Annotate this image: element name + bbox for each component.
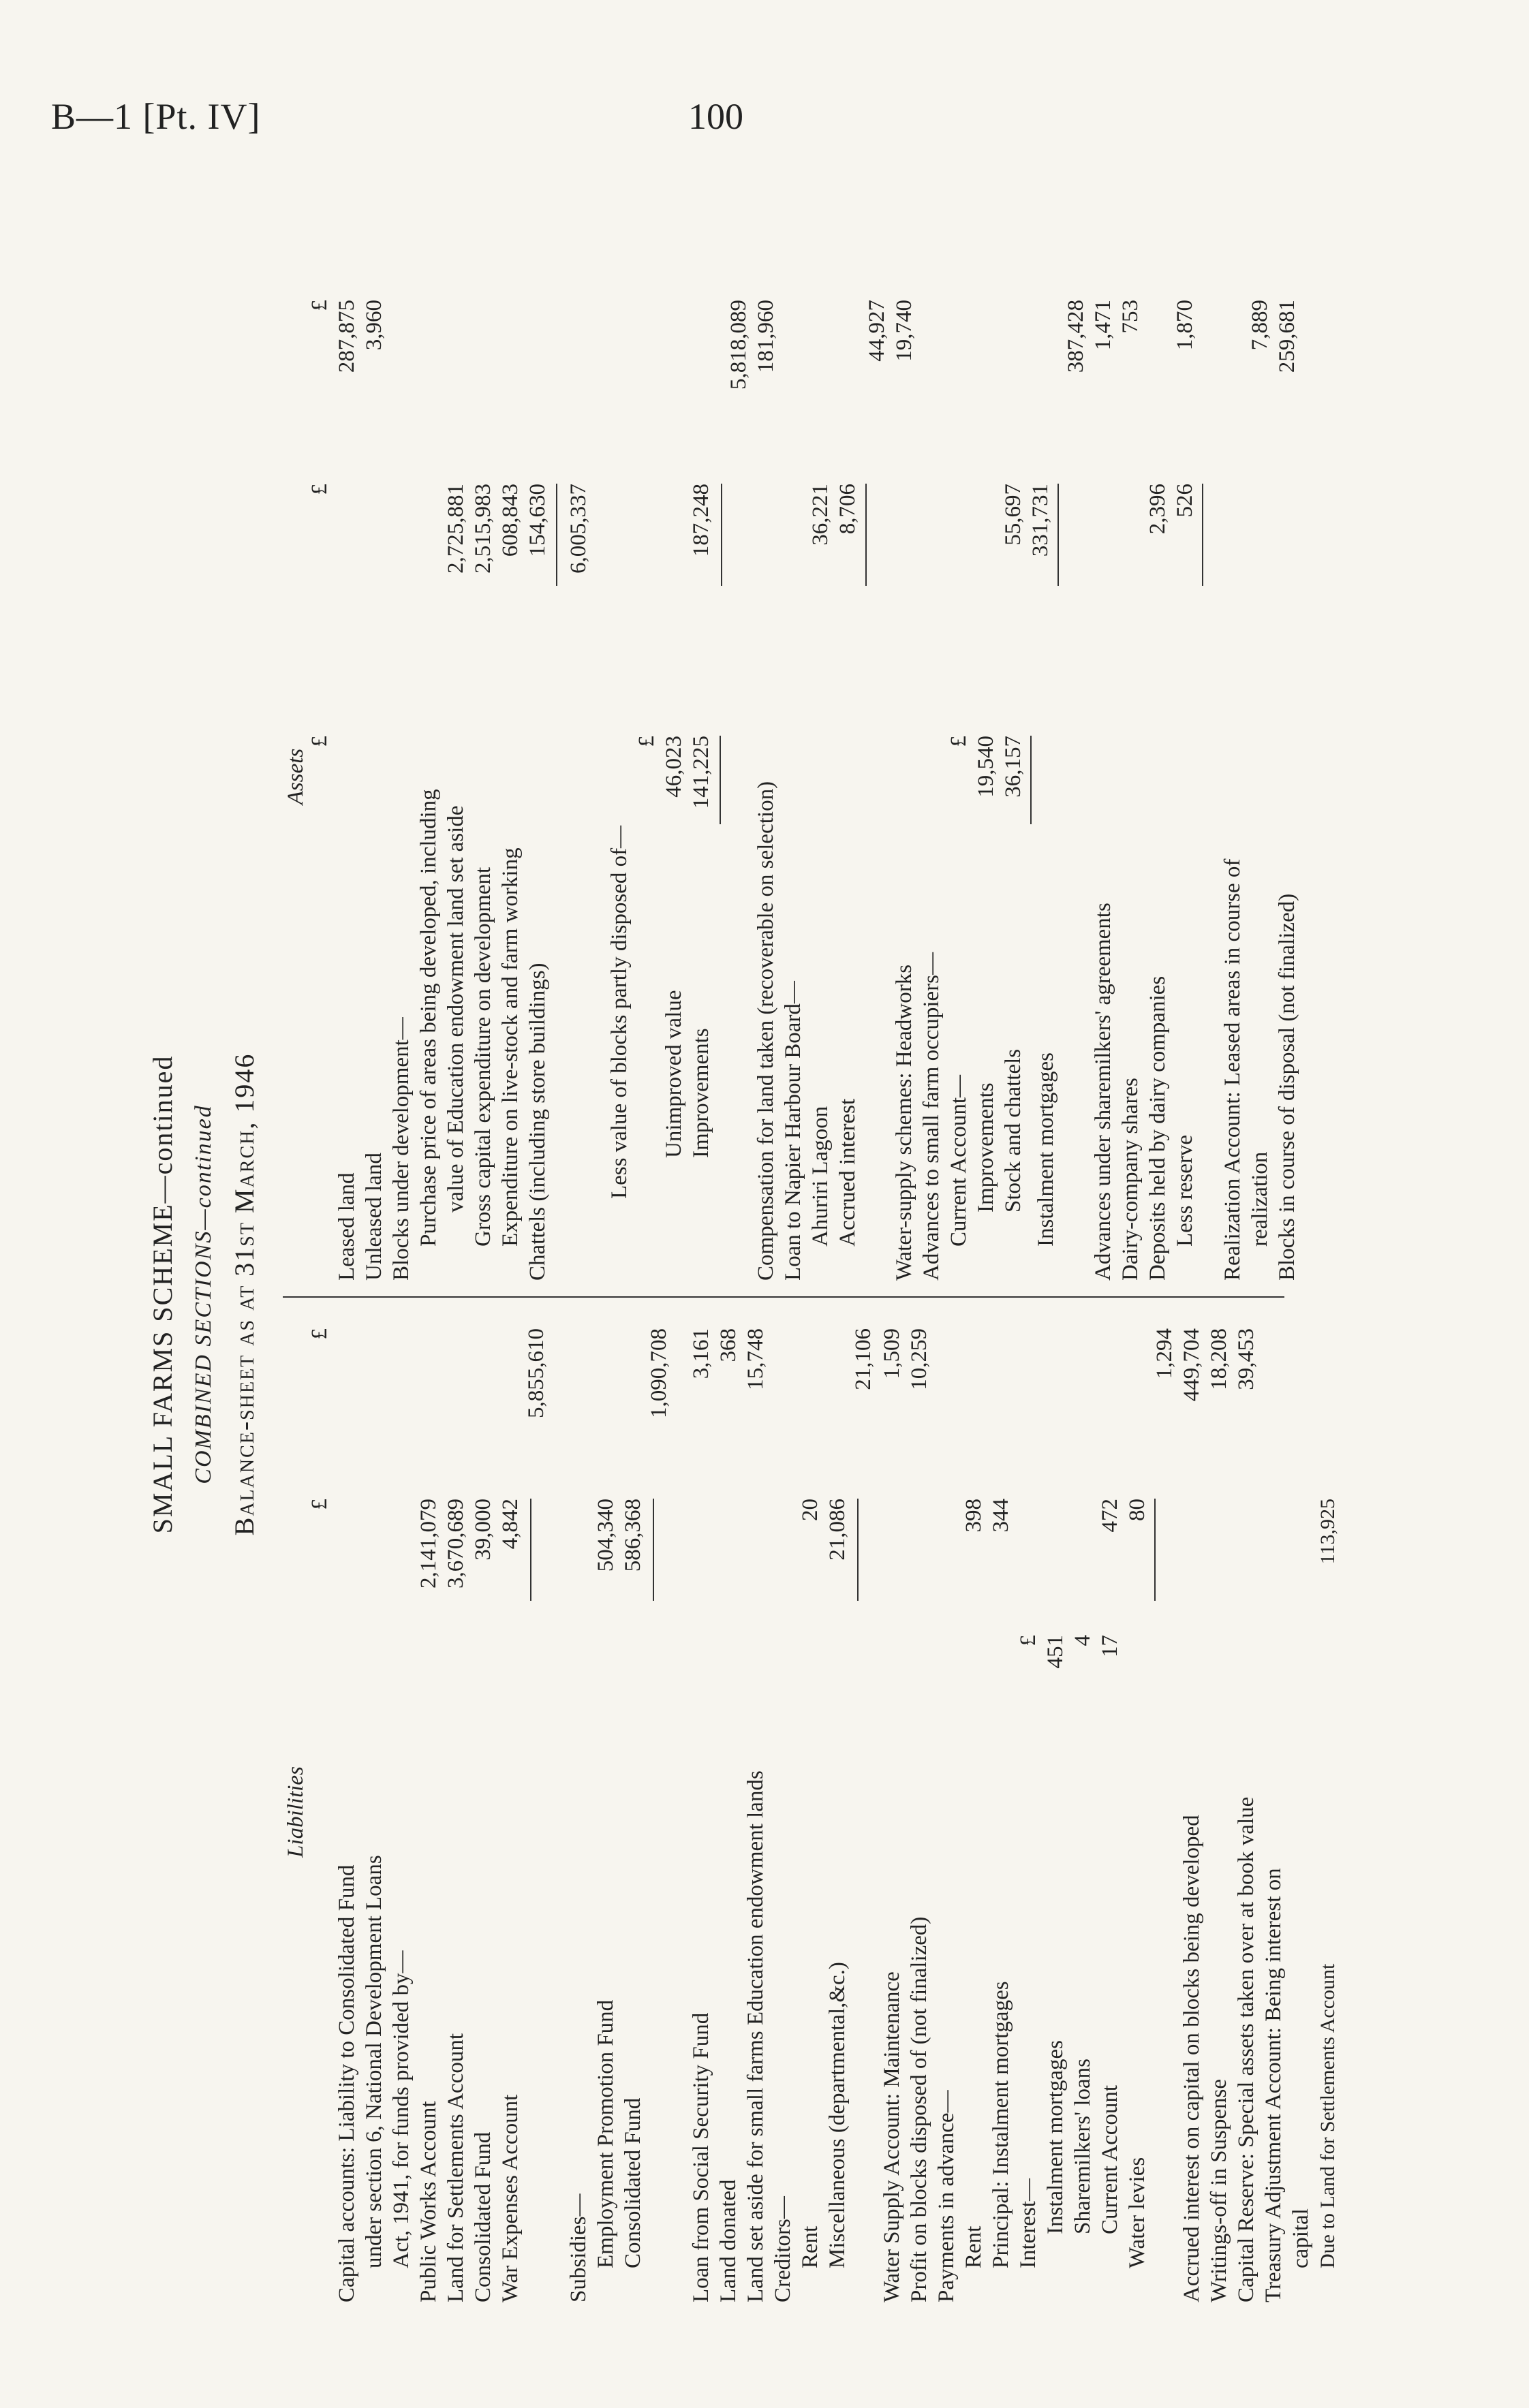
liab-value: 15,748: [743, 1328, 768, 1390]
liab-value: 21,086: [825, 1499, 850, 1561]
asset-label: Chattels (including store buildings): [525, 963, 550, 1281]
liab-capital-line1: Capital accounts: Liability to Consolidated Fund: [335, 1864, 359, 2302]
liab-label: Treasury Adjustment Account: Being interest on: [1261, 1868, 1286, 2302]
asset-label: Instalment mortgages: [1034, 1052, 1058, 1247]
asset-value: 187,248: [689, 484, 713, 557]
asset-value: 36,221: [808, 484, 833, 546]
liab-label: Water Supply Account: Maintenance: [880, 1971, 904, 2302]
liab-label: Current Account: [1098, 2084, 1122, 2234]
liab-currency-right: £: [307, 1328, 332, 1340]
column-divider: [283, 1296, 1284, 1298]
asset-value: 141,225: [689, 736, 713, 809]
asset-value: 1,471: [1091, 300, 1115, 351]
liab-value: 586,368: [621, 1499, 645, 1572]
asset-currency-mid: £: [307, 484, 332, 495]
title-section: COMBINED SECTIONS—continued: [191, 1104, 216, 1484]
page-reference: B—1 [Pt. IV]: [51, 96, 261, 137]
asset-value: 2,515,983: [471, 484, 495, 574]
asset-value: 526: [1173, 484, 1197, 518]
liab-label: Subsidies—: [566, 2193, 591, 2302]
asset-currency-left: £: [307, 736, 332, 747]
page-number: 100: [688, 96, 743, 137]
liab-capital-line3: Act, 1941, for funds provided by—: [389, 1950, 414, 2268]
asset-value: 2,396: [1145, 484, 1170, 535]
title-balance-sheet: Balance-sheet as at 31st March, 1946: [229, 1052, 260, 1536]
liab-value: 344: [989, 1499, 1013, 1533]
asset-value: 8,706: [835, 484, 860, 535]
asset-value: 3,960: [362, 300, 386, 351]
liab-label: Land for Settlements Account: [444, 2033, 468, 2302]
asset-value: 36,157: [1001, 736, 1025, 798]
asset-label: Ahuriri Lagoon: [808, 1106, 833, 1247]
asset-label: Expenditure on live-stock and farm working: [498, 847, 523, 1247]
balance-sheet: [136, 272, 1339, 2316]
liab-label: Interest—: [1016, 2178, 1040, 2268]
liab-label: Public Works Account: [416, 2101, 441, 2302]
asset-label: Deposits held by dairy companies: [1145, 975, 1170, 1281]
liab-label: Creditors—: [771, 2196, 795, 2302]
liab-label: Rent: [961, 2225, 986, 2268]
asset-label: Current Account—: [946, 1074, 971, 1247]
asset-label: Advances under sharemilkers' agreements: [1091, 903, 1115, 1281]
asset-label: Leased land: [335, 1172, 359, 1281]
liab-value: 17: [1098, 1635, 1122, 1657]
liab-label: Land donated: [716, 2179, 741, 2302]
liab-label: Principal: Instalment mortgages: [989, 1981, 1013, 2268]
liab-value: 39,000: [471, 1499, 495, 1561]
liab-label: Miscellaneous (departmental,&c.): [825, 1962, 850, 2268]
liab-label: Water levies: [1125, 2157, 1149, 2268]
liab-label: Rent: [798, 2225, 822, 2268]
liab-value: 451: [1043, 1635, 1068, 1669]
liab-value: 18,208: [1207, 1328, 1231, 1390]
liab-label: Employment Promotion Fund: [593, 1999, 618, 2268]
subtotal-rule: [720, 736, 721, 824]
asset-total: 44,927: [865, 300, 889, 362]
asset-value: 2,725,881: [444, 484, 468, 574]
asset-label: Blocks under development—: [389, 1017, 414, 1281]
assets-heading: Assets: [283, 748, 308, 805]
liab-capital-line2: under section 6, National Development Loans: [362, 1855, 386, 2268]
asset-label: Gross capital expenditure on development: [471, 866, 495, 1247]
asset-value: 287,875: [335, 300, 359, 373]
liab-value: 3,670,689: [444, 1499, 468, 1589]
liab-label: War Expenses Account: [498, 2094, 523, 2302]
asset-value: 608,843: [498, 484, 523, 557]
liab-label: Due to Land for Settlements Account: [1316, 1963, 1339, 2268]
subtotal-rule: [721, 484, 722, 586]
asset-value: 154,630: [525, 484, 550, 557]
liab-value: 449,704: [1179, 1328, 1204, 1402]
liab-currency-sub: £: [1016, 1635, 1040, 1646]
asset-label: Improvements: [689, 1028, 713, 1158]
asset-label: Accrued interest: [835, 1098, 860, 1247]
asset-value: 753: [1118, 300, 1143, 334]
subtotal-rule: [530, 1499, 531, 1601]
asset-label: value of Education endowment land set aside: [444, 805, 468, 1213]
liab-total: 1,090,708: [647, 1328, 671, 1418]
asset-value: 19,740: [892, 300, 916, 362]
asset-label: Advances to small farm occupiers—: [919, 952, 944, 1281]
liab-value: 39,453: [1234, 1328, 1258, 1390]
liab-label: Land set aside for small farms Education endowment lands: [743, 1770, 768, 2302]
subtotal-rule: [1057, 484, 1059, 586]
liab-value: 398: [961, 1499, 986, 1533]
liab-value: 1,509: [880, 1328, 904, 1379]
asset-value: 19,540: [974, 736, 998, 798]
liab-value: 4: [1070, 1635, 1095, 1646]
asset-value: 55,697: [1001, 484, 1025, 546]
liab-value: 504,340: [593, 1499, 618, 1572]
liab-label: Sharemilkers' loans: [1070, 2059, 1095, 2234]
liab-value: 80: [1125, 1499, 1149, 1521]
title-main: SMALL FARMS SCHEME—continued: [147, 1054, 178, 1534]
asset-label: Unleased land: [362, 1153, 386, 1281]
asset-label: Compensation for land taken (recoverable on selection): [754, 781, 778, 1281]
liab-label: capital: [1288, 2208, 1313, 2268]
asset-label: Realization Account: Leased areas in course of: [1220, 858, 1245, 1281]
liab-value: 2,141,079: [416, 1499, 441, 1589]
liab-label: Consolidated Fund: [471, 2131, 495, 2302]
liab-currency-mid: £: [307, 1499, 332, 1510]
asset-label: Stock and chattels: [1001, 1048, 1025, 1213]
asset-label: realization: [1248, 1151, 1272, 1247]
asset-total: 1,870: [1173, 300, 1197, 351]
asset-value: 331,731: [1028, 484, 1053, 557]
asset-label: Blocks in course of disposal (not finalized): [1275, 893, 1299, 1281]
liab-label: Capital Reserve: Special assets taken over at book value: [1234, 1796, 1258, 2302]
asset-value: 259,681: [1275, 300, 1299, 373]
asset-value: 7,889: [1248, 300, 1272, 351]
liab-label: Writings-off in Suspense: [1207, 2078, 1231, 2302]
liab-label: Profit on blocks disposed of (not finalized): [907, 1916, 931, 2302]
liab-label: Consolidated Fund: [621, 2097, 645, 2268]
asset-label: Loan to Napier Harbour Board—: [781, 981, 805, 1281]
asset-label: Purchase price of areas being developed, including: [416, 789, 441, 1247]
liab-total: 1,294: [1152, 1328, 1177, 1379]
liab-value: 10,259: [907, 1328, 931, 1390]
asset-value: 181,960: [754, 300, 778, 373]
liab-value: 3,161: [689, 1328, 713, 1379]
asset-value: 6,005,337: [566, 484, 591, 574]
subtotal-rule: [1030, 736, 1032, 824]
asset-total: 387,428: [1064, 300, 1088, 373]
subtotal-rule: [653, 1499, 654, 1601]
asset-label: Less reserve: [1173, 1134, 1197, 1247]
asset-currency-sub: £: [946, 736, 971, 747]
liab-value: 472: [1098, 1499, 1122, 1533]
asset-label: Dairy-company shares: [1118, 1078, 1143, 1281]
liab-label: Loan from Social Security Fund: [689, 2012, 713, 2302]
liab-value: 4,842: [498, 1499, 523, 1550]
asset-currency-right: £: [307, 300, 332, 311]
liabilities-heading: Liabilities: [283, 1766, 308, 1858]
liab-label: Payments in advance—: [934, 2090, 959, 2302]
liab-label: Instalment mortgages: [1043, 2039, 1068, 2234]
asset-currency-sub: £: [634, 736, 659, 747]
subtotal-rule: [1154, 1499, 1156, 1601]
liab-total: 5,855,610: [524, 1328, 549, 1418]
subtotal-rule: [857, 1499, 859, 1601]
asset-value: 46,023: [662, 736, 686, 798]
liab-total: 21,106: [851, 1328, 876, 1390]
asset-label: Improvements: [974, 1082, 998, 1213]
asset-label: Water-supply schemes: Headworks: [892, 964, 916, 1281]
liab-value: 20: [798, 1499, 822, 1521]
liab-label: Accrued interest on capital on blocks being developed: [1179, 1815, 1204, 2302]
asset-label: Less value of blocks partly disposed of—: [607, 825, 632, 1199]
subtotal-rule: [556, 484, 557, 586]
asset-label: Unimproved value: [662, 990, 686, 1158]
subtotal-rule: [865, 484, 867, 586]
asset-total: 5,818,089: [726, 300, 751, 390]
liab-value: 368: [716, 1328, 741, 1362]
subtotal-rule: [1202, 484, 1203, 586]
liab-value: 113,925: [1316, 1499, 1339, 1565]
